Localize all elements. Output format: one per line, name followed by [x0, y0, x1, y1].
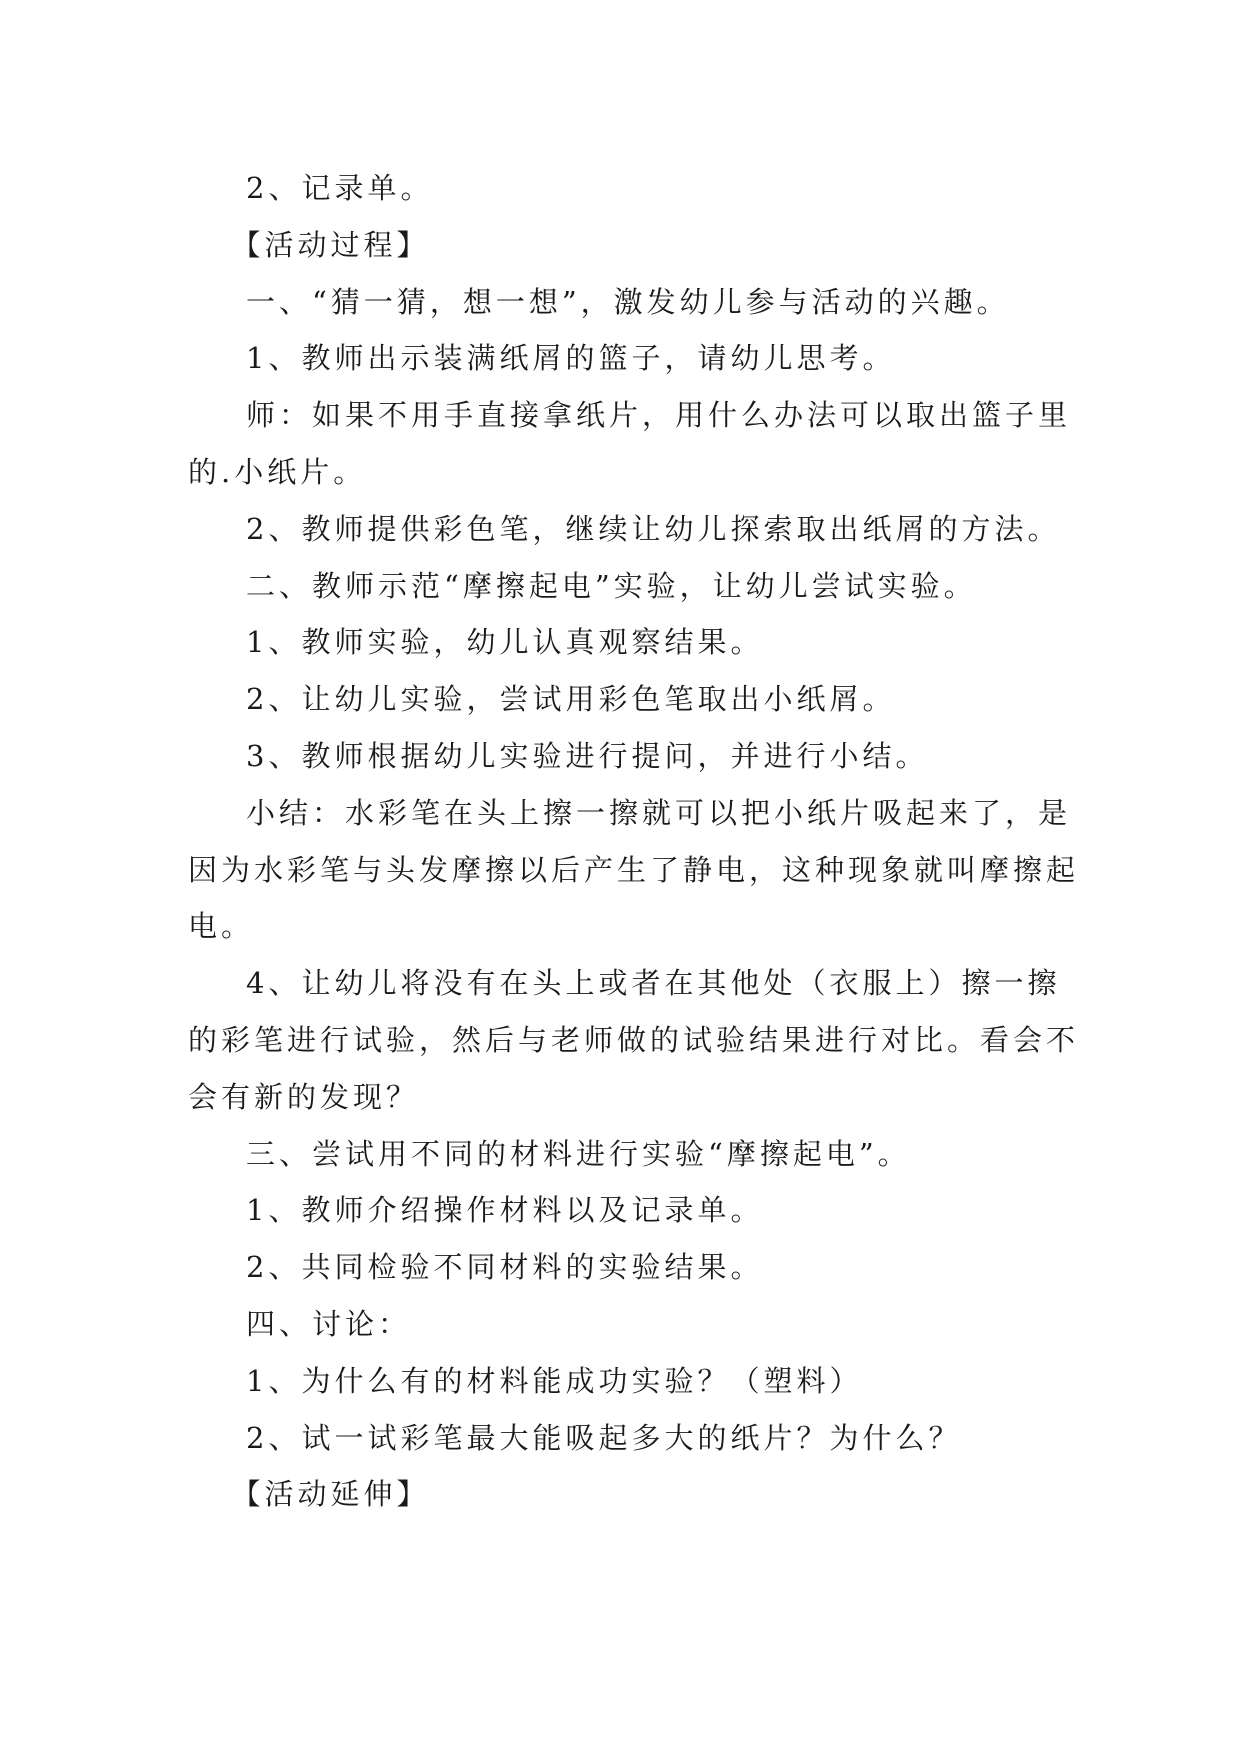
paragraph: 4、让幼儿将没有在头上或者在其他处（衣服上）擦一擦的彩笔进行试验，然后与老师做的试验结果进行对比。看会不会有新的发现？	[188, 966, 1080, 1114]
step-heading: 一、“猜一猜，想一想”，激发幼儿参与活动的兴趣。	[246, 284, 1010, 319]
step-heading: 三、尝试用不同的材料进行实验“摩擦起电”。	[246, 1136, 911, 1171]
step-heading: 二、教师示范“摩擦起电”实验，让幼儿尝试实验。	[246, 568, 977, 603]
list-item: 2、试一试彩笔最大能吸起多大的纸片？为什么？	[246, 1420, 962, 1455]
section-heading: 【活动延伸】	[231, 1477, 430, 1512]
list-item: 2、让幼儿实验，尝试用彩色笔取出小纸屑。	[246, 682, 896, 717]
step-heading: 四、讨论：	[246, 1306, 412, 1341]
list-item: 3、教师根据幼儿实验进行提问，并进行小结。	[246, 738, 929, 773]
paragraph: 小结：水彩笔在头上擦一擦就可以把小纸片吸起来了，是因为水彩笔与头发摩擦以后产生了静电，这种现象就叫摩擦起电。	[188, 795, 1080, 944]
list-item: 2、共同检验不同材料的实验结果。	[246, 1250, 764, 1285]
list-item: 2、教师提供彩色笔，继续让幼儿探索取出纸屑的方法。	[246, 511, 1061, 546]
list-item: 1、为什么有的材料能成功实验？（塑料）	[246, 1363, 863, 1398]
section-heading: 【活动过程】	[231, 227, 430, 262]
list-item: 1、教师实验，幼儿认真观察结果。	[246, 625, 764, 660]
document-body	[188, 160, 1088, 1523]
list-item: 2、记录单。	[246, 171, 434, 205]
paragraph: 师：如果不用手直接拿纸片，用什么办法可以取出篮子里的.小纸片。	[188, 398, 1072, 489]
list-item: 1、教师介绍操作材料以及记录单。	[246, 1193, 764, 1228]
list-item: 1、教师出示装满纸屑的篮子，请幼儿思考。	[246, 341, 896, 376]
